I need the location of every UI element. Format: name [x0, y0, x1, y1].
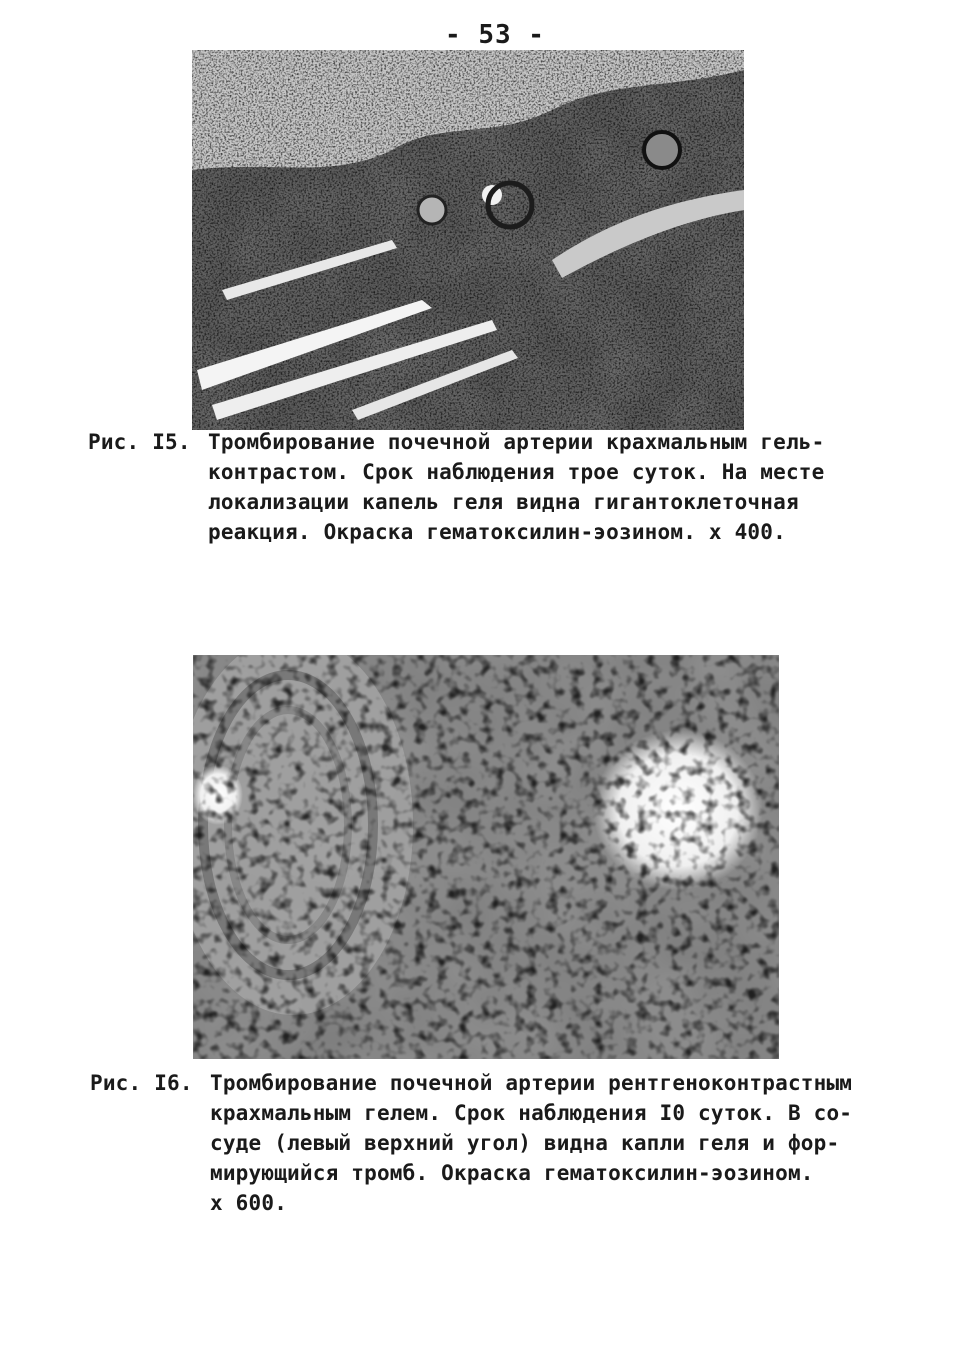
micrograph-figure-15: [192, 50, 744, 430]
figure-15-caption: [88, 427, 868, 557]
figure-16-caption-text: Тромбирование почечной артерии рентгеноконтрастным крахмальным гелем. Срок наблюдения I0 суток. В со- суде (левый верхний угол) видна капли геля и фор- мирующийся тромб. Окраска гематоксилин-эозином. х 600.: [210, 1071, 853, 1215]
micrograph-figure-16: [193, 655, 779, 1059]
figure-15-caption-text: Тромбирование почечной артерии крахмальным гель- контрастом. Срок наблюдения трое суток. На месте локализации капель геля видна гигантоклеточная реакция. Окраска гематоксилин-эозином. х 400.: [208, 430, 825, 544]
figure-15-label: Рис. I5.: [88, 430, 191, 454]
page-number: - 53 -: [445, 20, 545, 50]
micrograph-16-image: [193, 655, 779, 1059]
micrograph-15-image: [192, 50, 744, 430]
figure-16-caption: [90, 1068, 890, 1228]
figure-16-label: Рис. I6.: [90, 1071, 193, 1095]
